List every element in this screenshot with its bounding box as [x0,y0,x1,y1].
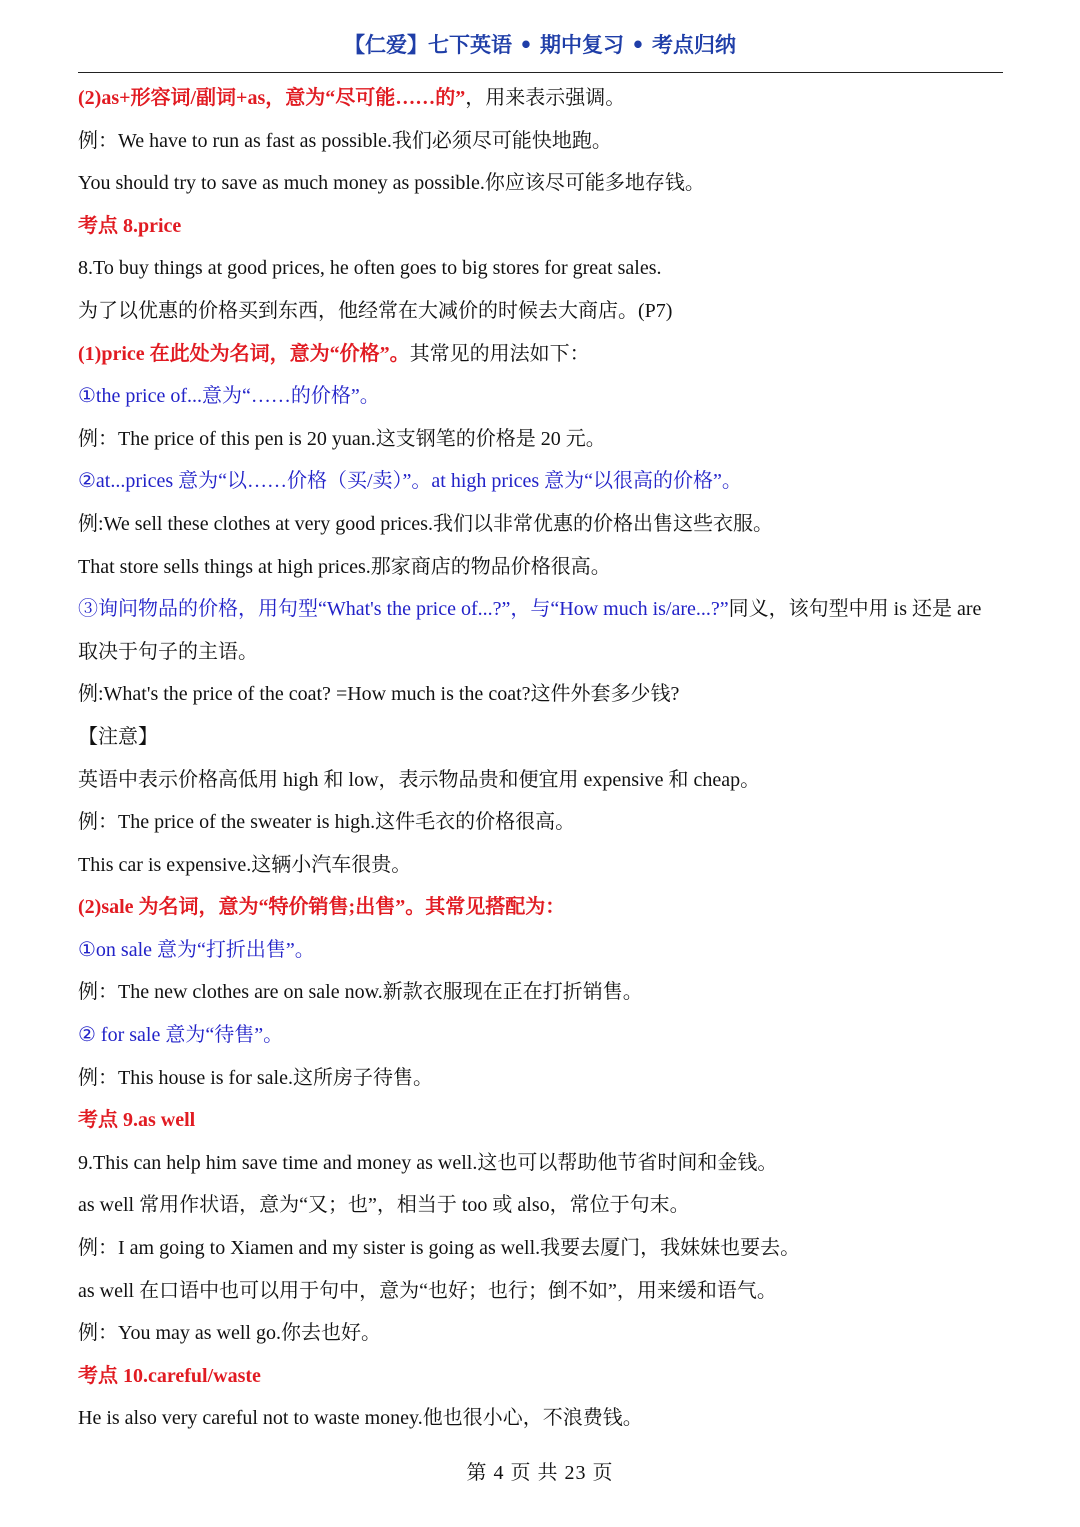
document-header: 【仁爱】七下英语 • 期中复习 • 考点归纳 [343,33,737,57]
usage-text: ②at...prices 意为“以……价格（买/卖）”。at high prices 意为“以很高的价格”。 [78,470,742,493]
body-text: ，用来表示强调。 [465,87,626,109]
body-text: 【注意】 [78,725,158,748]
body-text: 例：The price of this pen is 20 yuan.这支钢笔的价格是 20 元。 [78,427,606,450]
body-text: 为了以优惠的价格买到东西，他经常在大减价的时候去大商店。(P7) [78,299,673,322]
body-text: as well 在口语中也可以用于句中，意为“也好；也行；倒不如”，用来缓和语气。 [78,1279,777,1302]
body-text: 例：We have to run as fast as possible.我们必须尽可能快地跑。 [78,129,612,152]
text-line [78,1142,1003,1185]
usage-text: ② for sale 意为“待售”。 [78,1024,284,1047]
text-line [78,205,1003,248]
heading-text: (2)as+形容词/副词+as，意为“尽可能……的” [78,87,466,109]
text-line [78,716,1003,759]
page-number: 第 4 页 共 23 页 [466,1462,614,1484]
body-text: 9.This can help him save time and money as well.这也可以帮助他节省时间和金钱。 [78,1151,778,1174]
body-text: 同义，该句型中用 is 还是 are 取决于句子的主语。 [78,598,982,663]
usage-text: ①the price of...意为“……的价格”。 [78,385,380,408]
text-line [78,1227,1003,1270]
body-text: 例:We sell these clothes at very good prices.我们以非常优惠的价格出售这些衣服。 [78,512,773,535]
text-line [78,77,1003,120]
usage-text: ①on sale 意为“打折出售”。 [78,938,315,961]
body-text: 例：You may as well go.你去也好。 [78,1322,381,1345]
text-line [78,1312,1003,1355]
usage-text: ③询问物品的价格，用句型“What's the price of...?”，与“How much is/are...?” [78,598,729,621]
body-text: 例：This house is for sale.这所房子待售。 [78,1066,433,1089]
text-line [78,886,1003,929]
heading-text: 考点 10.careful/waste [78,1364,261,1387]
text-line [78,1397,1003,1440]
text-line [78,120,1003,163]
heading-text: (2)sale 为名词，意为“特价销售;出售”。其常见搭配为： [78,896,566,919]
text-line [78,1355,1003,1398]
body-text: 英语中表示价格高低用 high 和 low，表示物品贵和便宜用 expensive 和 cheap。 [78,768,761,791]
body-text: as well 常用作状语，意为“又；也”，相当于 too 或 also，常位于句末。 [78,1194,690,1217]
body-text: 例：The price of the sweater is high.这件毛衣的价格很高。 [78,811,576,834]
text-line [78,844,1003,887]
text-line [78,1057,1003,1100]
text-line [78,418,1003,461]
header-divider [78,72,1003,73]
body-text: This car is expensive.这辆小汽车很贵。 [78,853,412,876]
body-text: That store sells things at high prices.那家商店的物品价格很高。 [78,555,611,578]
text-line [78,290,1003,333]
body-text: You should try to save as much money as possible.你应该尽可能多地存钱。 [78,172,705,195]
text-line [78,759,1003,802]
body-text: 其常见的用法如下： [409,342,590,365]
text-line [78,460,1003,503]
body-text: 例：The new clothes are on sale now.新款衣服现在正在打折销售。 [78,981,643,1004]
text-line [78,375,1003,418]
text-line [78,1184,1003,1227]
text-line [78,247,1003,290]
document-body [78,77,1003,1440]
text-line [78,1014,1003,1057]
text-line [78,673,1003,716]
text-line [78,503,1003,546]
text-line [78,333,1003,376]
body-text: 例：I am going to Xiamen and my sister is going as well.我要去厦门，我妹妹也要去。 [78,1237,801,1260]
text-line [78,971,1003,1014]
text-line [78,588,1003,673]
body-text: 例:What's the price of the coat? =How much is the coat?这件外套多少钱? [78,683,680,706]
body-text: 8.To buy things at good prices, he often goes to big stores for great sales. [78,257,662,280]
heading-text: (1)price 在此处为名词，意为“价格”。 [78,342,410,365]
heading-text: 考点 9.as well [78,1109,196,1132]
body-text: He is also very careful not to waste money.他也很小心，不浪费钱。 [78,1407,643,1430]
text-line [78,1270,1003,1313]
heading-text: 考点 8.price [78,214,182,237]
text-line [78,546,1003,589]
text-line [78,162,1003,205]
text-line [78,801,1003,844]
text-line [78,929,1003,972]
text-line [78,1099,1003,1142]
